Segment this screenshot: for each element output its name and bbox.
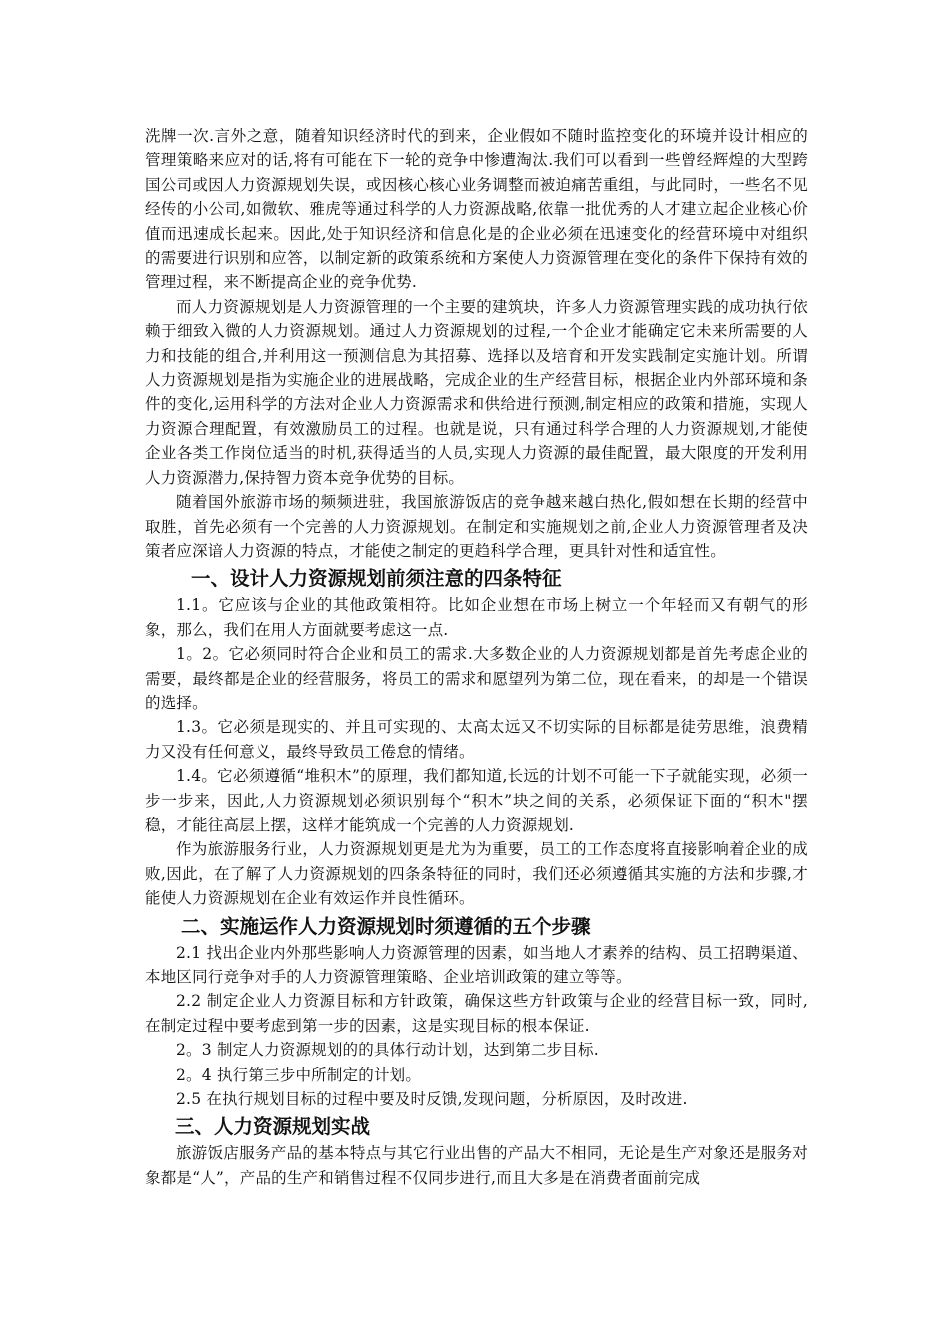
intro-paragraph-3: 随着国外旅游市场的频频进驻，我国旅游饭店的竞争越来越白热化,假如想在长期的经营中取胜，首先必须有一个完善的人力资源规划。在制定和实施规划之前,企业人力资源管理者及决策者应深谙人力资源的特点，才能使之制定的更趋科学合理，更具针对性和适宜性。: [145, 493, 808, 560]
section-1-item-2: 1。2。它必须同时符合企业和员工的需求.大多数企业的人力资源规划都是首先考虑企业的需要，最终都是企业的经营服务，将员工的需求和愿望列为第二位，现在看来，的却是一个错误的选择。: [145, 645, 808, 712]
document-page: [145, 124, 808, 1190]
section-1-summary: 作为旅游服务行业，人力资源规划更是尤为为重要，员工的工作态度将直接影响着企业的成败,因此，在了解了人力资源规划的四条条特征的同时，我们还必须遵循其实施的方法和步骤,才能使人力资源规划在企业有效运作并良性循环。: [145, 840, 808, 908]
section-1-item-3: 1.3。它必须是现实的、并且可实现的、太高太远又不切实际的目标都是徒劳思维，浪费精力又没有任何意义，最终导致员工倦怠的情绪。: [145, 718, 808, 761]
section-1-heading: 一、设计人力资源规划前须注意的四条特征: [191, 567, 562, 591]
section-3-paragraph-1: 旅游饭店服务产品的基本特点与其它行业出售的产品大不相同，无论是生产对象还是服务对象都是“人”，产品的生产和销售过程不仅同步进行,而且大多是在消费者面前完成: [145, 1144, 808, 1187]
section-1-item-4: 1.4。它必须遵循“堆积木”的原理，我们都知道,长远的计划不可能一下子就能实现，必须一步一步来，因此,人力资源规划必须识别每个“积木”块之间的关系，必须保证下面的“积木"摆稳，才能往高层上摆，这样才能筑成一个完善的人力资源规划.: [145, 767, 808, 834]
intro-paragraph-2: 而人力资源规划是人力资源管理的一个主要的建筑块，许多人力资源管理实践的成功执行依赖于细致入微的人力资源规划。通过人力资源规划的过程,一个企业才能确定它未来所需要的人力和技能的组合,并利用这一预测信息为其招募、选择以及培育和开发实践制定实施计划。所谓人力资源规划是指为实施企业的进展战略，完成企业的生产经营目标，根据企业内外部环境和条件的变化,运用科学的方法对企业人力资源需求和供给进行预测,制定相应的政策和措施，实现人力资源合理配置，有效激励员工的过程。也就是说，只有通过科学合理的人力资源规划,才能使企业各类工作岗位适当的时机,获得适当的人员,实现人力资源的最佳配置，最大限度的开发利用人力资源潜力,保持智力资本竞争优势的目标。: [145, 297, 808, 487]
section-2-heading: 二、实施运作人力资源规划时须遵循的五个步骤: [181, 914, 591, 938]
section-2-step-5: 2.5 在执行规划目标的过程中要及时反馈,发现问题，分析原因，及时改进.: [176, 1090, 688, 1109]
section-2-step-3: 2。3 制定人力资源规划的的具体行动计划，达到第二步目标.: [176, 1041, 599, 1060]
section-2-step-1: 2.1 找出企业内外那些影响人力资源管理的因素，如当地人才素养的结构、员工招聘渠道、本地区同行竞争对手的人力资源管理策略、企业培训政策的建立等等。: [145, 943, 808, 986]
intro-paragraph-1: 洗牌一次.言外之意，随着知识经济时代的到来，企业假如不随时监控变化的环境并设计相应的管理策略来应对的话,将有可能在下一轮的竞争中惨遭淘汰.我们可以看到一些曾经辉煌的大型跨国公司或因人力资源规划失误，或因核心核心业务调整而被迫痛苦重组，与此同时，一些名不见经传的小公司,如微软、雅虎等通过科学的人力资源战略,依靠一批优秀的人才建立起企业核心价值而迅速成长起来。因此,处于知识经济和信息化是的企业必须在迅速变化的经营环境中对组织的需要进行识别和应答，以制定新的政策系统和方案使人力资源管理在变化的条件下保持有效的管理过程，来不断提高企业的竞争优势.: [145, 127, 808, 292]
section-1-item-1: 1.1。它应该与企业的其他政策相符。比如企业想在市场上树立一个年轻而又有朝气的形象，那么，我们在用人方面就要考虑这一点.: [145, 596, 808, 639]
section-3-heading: 三、人力资源规划实战: [175, 1115, 371, 1139]
section-2-step-4: 2。4 执行第三步中所制定的计划。: [176, 1065, 422, 1084]
section-2-step-2: 2.2 制定企业人力资源目标和方针政策，确保这些方针政策与企业的经营目标一致，同时,在制定过程中要考虑到第一步的因素，这是实现目标的根本保证.: [145, 992, 808, 1035]
